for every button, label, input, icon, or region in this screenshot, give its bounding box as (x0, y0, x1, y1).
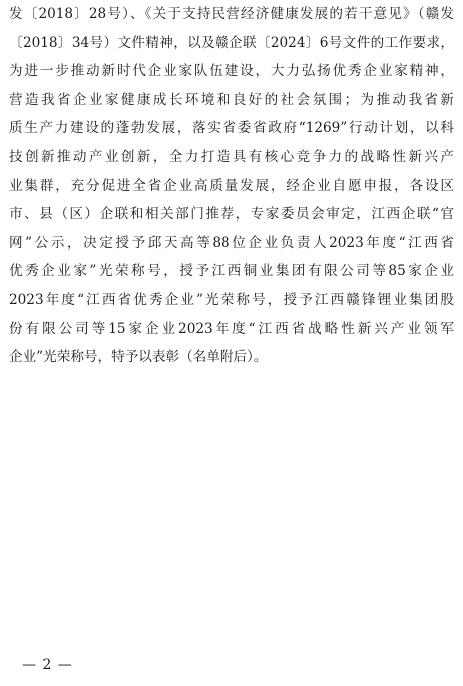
page-number: — 2 — (22, 657, 73, 673)
text-line-4: 营造我省企业家健康成长环境和良好的社会氛围；为推动我省新 (9, 91, 454, 108)
text-line-10: 优秀企业家”光荣称号，授予江西铜业集团有限公司等85家企业 (9, 263, 454, 280)
text-line-8: 市、县（区）企联和相关部门推荐，专家委员会审定，江西企联“官 (9, 206, 454, 223)
text-line-2: 〔2018〕34号）文件精神，以及赣企联〔2024〕6号文件的工作要求， (9, 34, 454, 51)
text-line-1: 发〔2018〕28号）、《关于支持民营经济健康发展的若干意见》（赣发 (9, 6, 454, 22)
text-line-7: 业集群，充分促进全省企业高质量发展，经企业自愿申报，各设区 (9, 177, 454, 194)
text-line-9: 网”公示，决定授予邱天高等88位企业负责人2023年度“江西省 (9, 234, 454, 251)
text-line-11: 2023年度“江西省优秀企业”光荣称号，授予江西赣锋锂业集团股 (9, 291, 454, 308)
text-line-12: 份有限公司等15家企业2023年度“江西省战略性新兴产业领军 (9, 320, 454, 337)
body-paragraph (9, 0, 454, 372)
text-line-3: 为进一步推动新时代企业家队伍建设，大力弘扬优秀企业家精神， (9, 63, 454, 80)
text-line-5: 质生产力建设的蓬勃发展，落实省委省政府“1269”行动计划，以科 (9, 120, 454, 137)
text-line-6: 技创新推动产业创新，全力打造具有核心竞争力的战略性新兴产 (9, 148, 454, 165)
text-line-13: 企业”光荣称号，特予以表彰（名单附后）。 (9, 349, 268, 366)
